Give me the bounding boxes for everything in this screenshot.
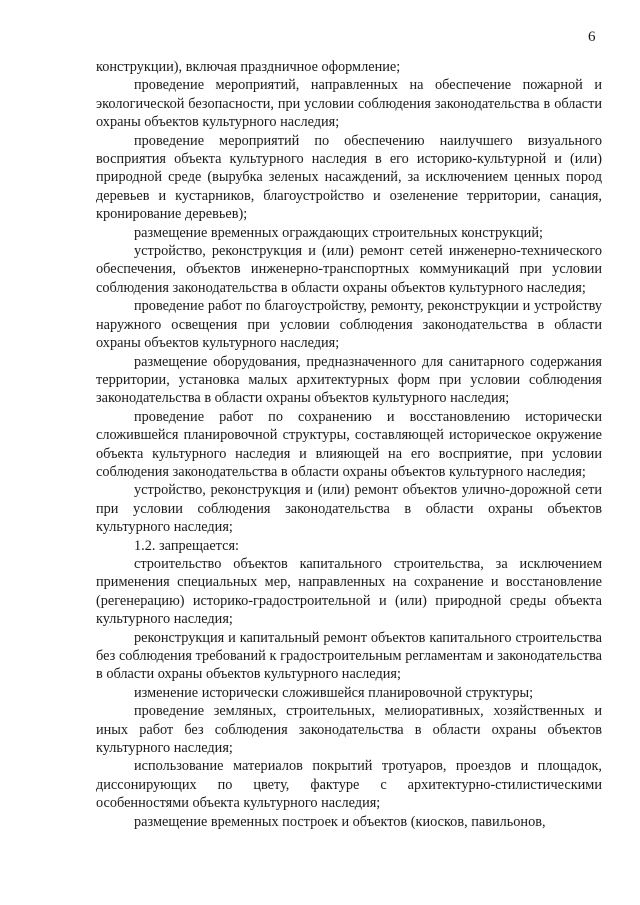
paragraph: устройство, реконструкция и (или) ремонт сетей инженерно-технического обеспечения, объектов инженерно-транспортных коммуникаций при условии соблюдения законодательства в области охраны объектов культурного наследия; — [96, 243, 602, 296]
paragraph: размещение оборудования, предназначенного для санитарного содержания территории, установка малых архитектурных форм при условии соблюдения законодательства в области охраны объектов культурного наследия; — [96, 353, 602, 407]
paragraph: проведение работ по благоустройству, ремонту, реконструкции и устройству наружного освещения при условии соблюдения законодательства в области охраны объектов культурного наследия; — [96, 298, 602, 352]
section-heading: 1.2. запрещается: — [134, 537, 239, 554]
paragraph: проведение мероприятий по обеспечению наилучшего визуального восприятия объекта культурного наследия в его историко-культурной и (или) природной среде (вырубка зеленых насаждений, за исключением ценных пород деревьев и кустарников, благоустройство и озеленение территории, санация, кронирование деревьев); — [96, 132, 602, 223]
paragraph: использование материалов покрытий тротуаров, проездов и площадок, диссонирующих по цвету, фактуре с архитектурно-стилистическими особенностями объекта культурного наследия; — [96, 758, 602, 812]
paragraph: проведение мероприятий, направленных на обеспечение пожарной и экологической безопасности, при условии соблюдения законодательства в области охраны объектов культурного наследия; — [96, 77, 602, 131]
paragraph: реконструкция и капитальный ремонт объектов капитального строительства без соблюдения требований к градостроительным регламентам и законодательства в области охраны объектов культурного наследия; — [96, 629, 602, 683]
paragraph: проведение земляных, строительных, мелиоративных, хозяйственных и иных работ без соблюдения законодательства в области охраны объектов культурного наследия; — [96, 703, 602, 757]
paragraph: размещение временных ограждающих строительных конструкций; — [134, 224, 543, 241]
paragraph: изменение исторически сложившейся планировочной структуры; — [134, 684, 534, 701]
paragraph: размещение временных построек и объектов (киосков, павильонов, — [134, 813, 546, 830]
paragraph: устройство, реконструкция и (или) ремонт объектов улично-дорожной сети при условии соблюдения законодательства в области охраны объектов культурного наследия; — [96, 482, 602, 536]
document-body — [96, 58, 602, 831]
paragraph: проведение работ по сохранению и восстановлению исторически сложившейся планировочной структуры, составляющей историческое окружение объекта культурного наследия и влияющей на его восприятие, при условии соблюдения законодательства в области охраны объектов культурного наследия; — [96, 408, 602, 480]
paragraph: строительство объектов капитального строительства, за исключением применения специальных мер, направленных на сохранение и восстановление (регенерацию) историко-градостроительной и (или) природной среды объекта культурного наследия; — [96, 555, 602, 628]
paragraph-continuation: конструкции), включая праздничное оформление; — [96, 59, 401, 75]
page-number: 6 — [588, 29, 596, 45]
